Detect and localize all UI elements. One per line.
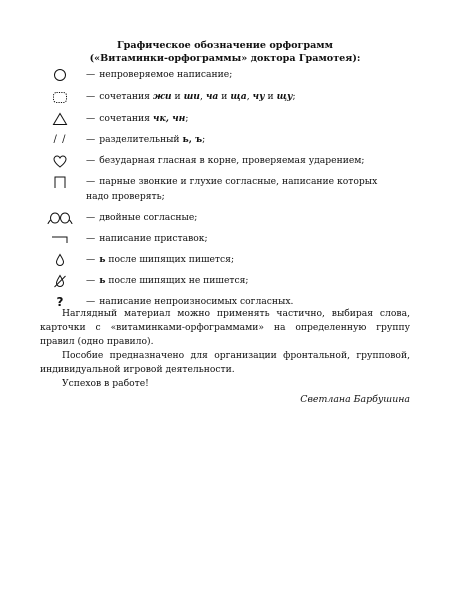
author-signature: Светлана Барбушина: [300, 394, 410, 405]
legend-item-double-consonants: [40, 210, 420, 226]
legend-item-soft-sign-written: [40, 252, 420, 268]
double-slash-icon: / /: [53, 134, 67, 145]
legend-text: — написание приставок;: [86, 233, 208, 244]
legend-item-prefixes: [40, 231, 420, 247]
drop-icon: [40, 252, 80, 268]
paragraph-wishes: Успехов в работе!: [62, 378, 149, 389]
paragraph-usage: Наглядный материал можно применять частично, выбирая слова, карточки с «витаминками-орфограммами» на определенную группу правил (одно правило).: [40, 308, 410, 347]
title-line-2: («Витаминки-орфограммы» доктора Грамотея):: [89, 52, 361, 64]
dotted-rectangle-icon: [40, 89, 80, 105]
title-line-1: Графическое обозначение орфограмм: [117, 40, 333, 51]
gate-icon: [40, 174, 80, 190]
legend-text: — сочетания чк, чн;: [86, 113, 189, 124]
legend-text: — ь после шипящих пишется;: [86, 254, 235, 265]
double-loop-icon: [40, 210, 80, 226]
legend-text: — непроверяемое написание;: [86, 69, 233, 80]
legend-text: — сочетания жи и ши, ча и ща, чу и щу;: [86, 91, 296, 102]
legend-item-unverifiable: [40, 67, 420, 83]
legend-item-unstressed-vowel: [40, 153, 420, 169]
legend-text: — двойные согласные;: [86, 212, 198, 223]
legend-item-soft-sign-not-written: [40, 273, 420, 289]
heart-icon: [40, 153, 80, 169]
page-title: [40, 40, 410, 65]
legend-item-paired-consonants: [40, 174, 420, 206]
paragraph-purpose: Пособие предназначено для организации фронтальной, групповой, индивидуальной игровой деятельности.: [40, 350, 410, 375]
legend-item-separating-sign: [40, 132, 420, 148]
legend-text: — парные звонкие и глухие согласные, написание которых: [86, 176, 378, 187]
crossed-drop-icon: [40, 273, 80, 289]
circle-icon: [40, 67, 80, 83]
legend-text-continued: надо проверять;: [86, 191, 165, 202]
legend-text: — ь после шипящих не пишется;: [86, 275, 249, 286]
legend-item-chk-chn: [40, 111, 420, 127]
legend-text: — безударная гласная в корне, проверяемая ударением;: [86, 155, 365, 166]
legend-text: — написание непроизносимых согласных.: [86, 296, 294, 307]
prefix-corner-icon: [40, 231, 80, 247]
legend-item-zhi-shi: [40, 89, 420, 105]
question-icon: ?: [56, 295, 64, 309]
triangle-icon: [40, 111, 80, 127]
legend-text: — разделительный ь, ъ;: [86, 134, 206, 145]
